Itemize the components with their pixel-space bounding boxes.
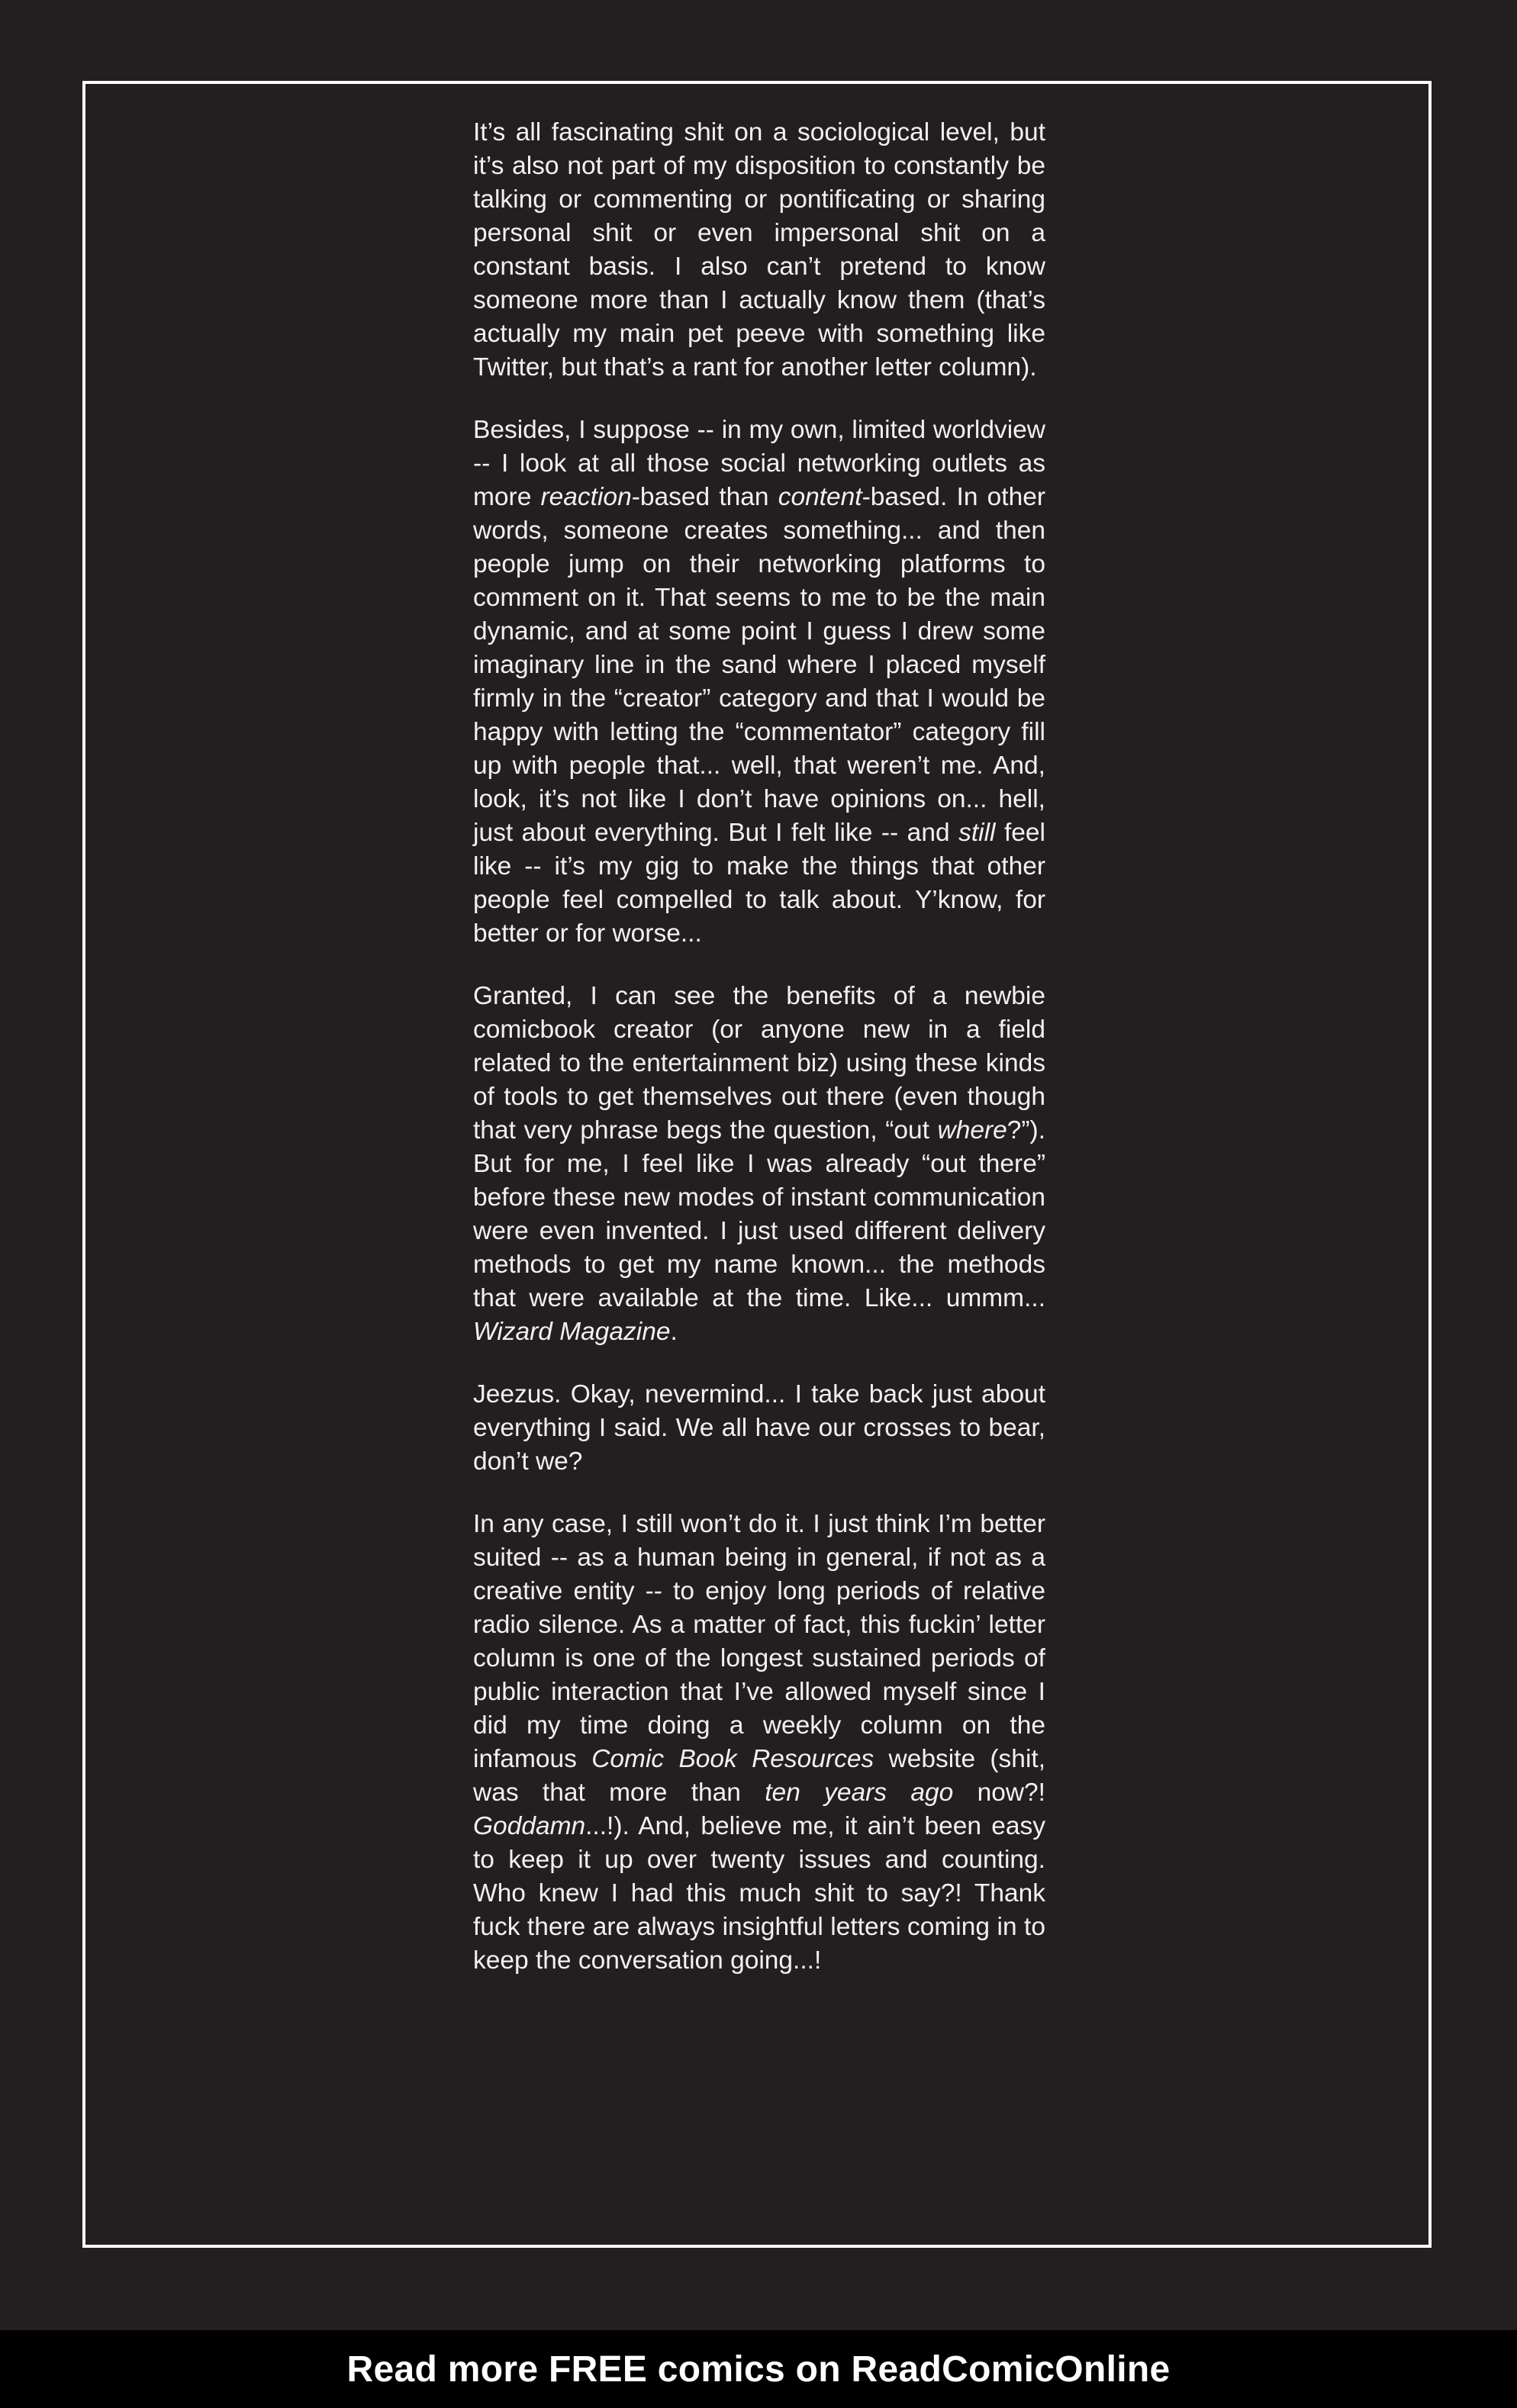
paragraph-2-text: feel like -- it’s my gig to make the things that other people feel compelled to talk about. Y’know, for better or for worse...	[473, 819, 1045, 948]
paragraph-5-text: website (shit, was that more than	[473, 1745, 1045, 1807]
footer-banner-text[interactable]: Read more FREE comics on ReadComicOnline	[346, 2348, 1171, 2390]
paragraph-3-emphasis: Wizard Magazine	[473, 1318, 671, 1346]
paragraph-3-text: Granted, I can see the benefits of a newbie comicbook creator (or anyone new in a field related to the entertainment biz) using these kinds of tools to get themselves out there (even though that very phrase begs the question, “out	[473, 982, 1045, 1144]
paragraph-2-emphasis: content	[778, 483, 862, 511]
paragraph-2-emphasis: reaction	[540, 483, 632, 511]
paragraph-3-text: ?”). But for me, I feel like I was already “out there” before these new modes of instant communication were even invented. I just used different delivery methods to get my name known... the methods that were available at the time. Like... ummm...	[473, 1116, 1045, 1312]
paragraph-5-text: In any case, I still won’t do it. I just think I’m better suited -- as a human being in general, if not as a creative entity -- to enjoy long periods of relative radio silence. As a matter of fact, this fuckin’ letter column is one of the longest sustained periods of public interaction that I’ve allowed myself since I did my time doing a weekly column on the infamous	[473, 1510, 1045, 1773]
paragraph-2-text: -based. In other words, someone creates something... and then people jump on their networking platforms to comment on it. That seems to me to be the main dynamic, and at some point I guess I drew some imaginary line in the sand where I placed myself firmly in the “creator” category and that I would be happy with letting the “commentator” category fill up with people that... well, that weren’t me. And, look, it’s not like I don’t have opinions on... hell, just about everything. But I felt like -- and	[473, 483, 1045, 847]
paragraph-3-emphasis: where	[937, 1116, 1007, 1144]
paragraph-5-text: ...!). And, believe me, it ain’t been easy to keep it up over twenty issues and counting. Who knew I had this much shit to say?! Thank fuck there are always insightful letters coming in to keep the conversation going...!	[473, 1812, 1045, 1975]
paragraph-2-text: Besides, I suppose -- in my own, limited worldview -- I look at all those social networking outlets as more	[473, 416, 1045, 511]
paragraph-5-text: now?!	[953, 1779, 1045, 1807]
paragraph-2-text: -based than	[631, 483, 778, 511]
paragraph-2	[473, 414, 1045, 951]
footer-banner[interactable]	[0, 2330, 1517, 2408]
paragraph-1: It’s all fascinating shit on a sociological level, but it’s also not part of my disposition to constantly be talking or commenting or pontificating or sharing personal shit or even impersonal shit on a constant basis. I also can’t pretend to know someone more than I actually know them (that’s actually my main pet peeve with something like Twitter, but that’s a rant for another letter column).	[473, 118, 1045, 381]
paragraph-5-emphasis: ten years ago	[765, 1779, 954, 1807]
paragraph-3	[473, 980, 1045, 1349]
paragraph-5-emphasis: Comic Book Resources	[591, 1745, 874, 1773]
paragraph-5-emphasis: Goddamn	[473, 1812, 586, 1840]
letter-column-text	[473, 116, 1045, 2007]
paragraph-5	[473, 1508, 1045, 1978]
paragraph-3-text: .	[670, 1318, 678, 1346]
paragraph-2-emphasis: still	[958, 819, 996, 847]
paragraph-4: Jeezus. Okay, nevermind... I take back just about everything I said. We all have our crosses to bear, don’t we?	[473, 1380, 1045, 1476]
